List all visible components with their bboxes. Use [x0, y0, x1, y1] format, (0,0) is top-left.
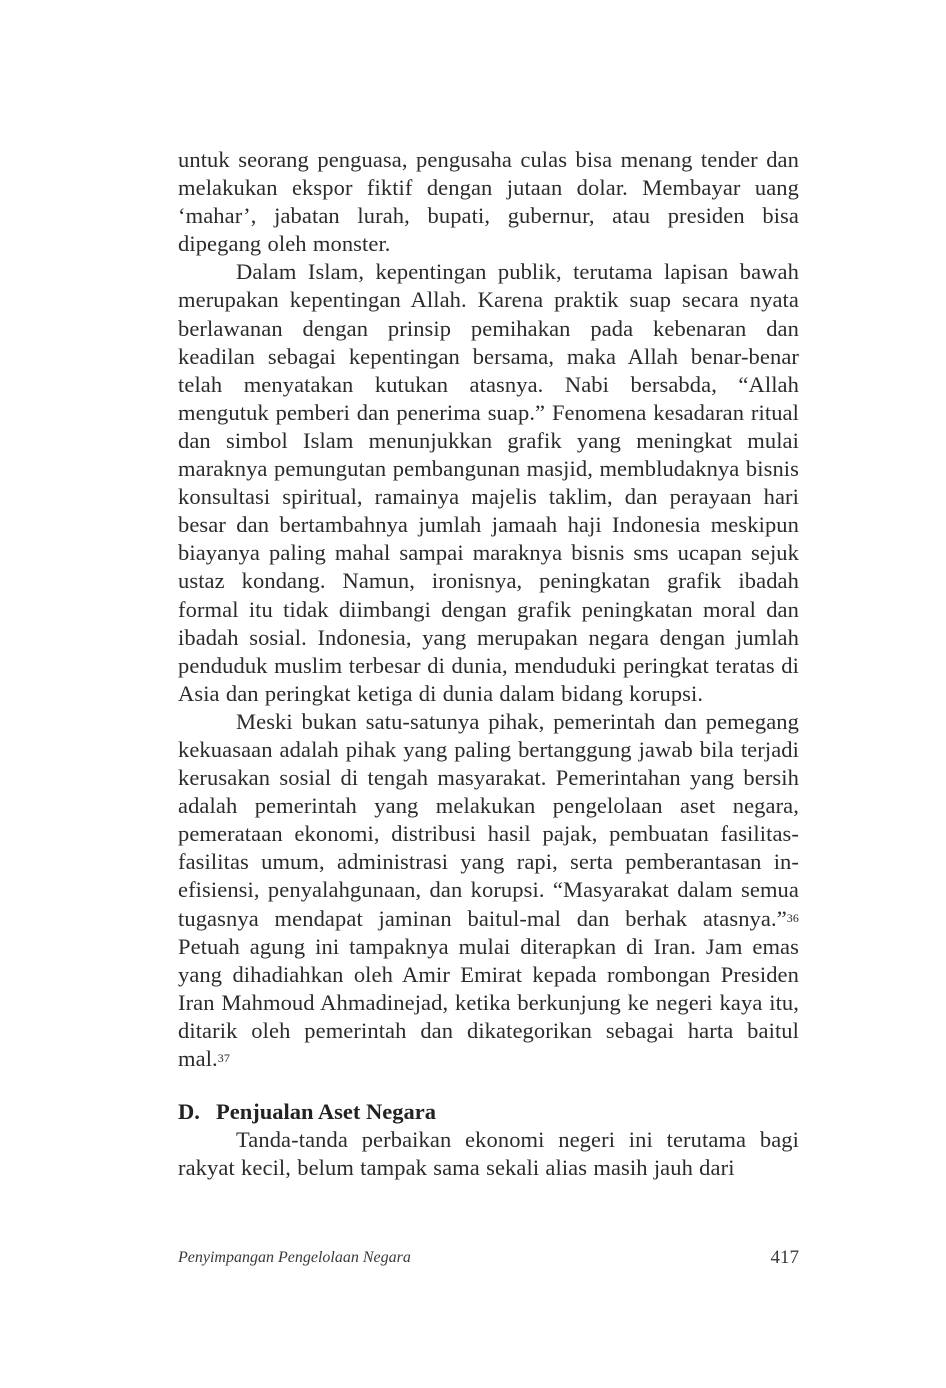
footnote-ref-36: 36 [786, 910, 799, 925]
page-number: 417 [770, 1247, 799, 1268]
section-number: D. [178, 1099, 200, 1125]
paragraph-islam-public-interest: Dalam Islam, kepentingan publik, terutama lapisan bawah merupakan kepentingan Allah. Karena praktik suap secara nyata berlawanan dengan prinsip pemihakan pada kebenaran dan keadilan sebagai kepentingan bersama, maka Allah benar-benar telah menyatakan kutukan atasnya. Nabi bersabda, “Allah mengutuk pemberi dan penerima suap.” Fenomena kesadaran ritual dan simbol Islam menunjukkan grafik yang meningkat mulai maraknya pemungutan pembangunan masjid, membludaknya bisnis konsultasi spiritual, ramainya majelis taklim, dan perayaan hari besar dan bertambahnya jumlah jamaah haji Indonesia meskipun biayanya paling mahal sampai maraknya bisnis sms ucapan sejuk ustaz kondang. Namun, ironisnya, peningkatan grafik ibadah formal itu tidak diimbangi dengan grafik peningkatan moral dan ibadah sosial. Indonesia, yang merupakan negara dengan jumlah penduduk muslim terbesar di dunia, menduduki peringkat teratas di Asia dan peringkat ketiga di dunia dalam bidang korupsi. [178, 259, 799, 706]
page-body [178, 146, 799, 1182]
paragraph-text-part-1: Meski bukan satu-satunya pihak, pemerintah dan pemegang kekuasaan adalah pihak yang paling bertanggung jawab bila terjadi kerusakan sosial di tengah masyarakat. Pemerintahan yang bersih adalah pemerintah yang melakukan pengelolaan aset negara, pemerataan ekonomi, distribusi hasil pajak, pembuatan fasilitas-fasilitas umum, administrasi yang rapi, serta pemberantasan in-efisiensi, penyalahgunaan, dan korupsi. “Masyarakat dalam semua tugasnya mendapat jaminan baitul-mal dan berhak atasnya.” [178, 708, 799, 931]
section-title: Penjualan Aset Negara [216, 1099, 436, 1125]
paragraph-economy: Tanda-tanda perbaikan ekonomi negeri ini terutama bagi rakyat kecil, belum tampak sama sekali alias masih jauh dari [178, 1127, 799, 1181]
footnote-ref-37: 37 [217, 1051, 230, 1065]
running-title: Penyimpangan Pengelolaan Negara [178, 1249, 411, 1266]
paragraph-text-part-2: Petuah agung ini tampaknya mulai diterapkan di Iran. Jam emas yang dihadiahkan oleh Amir Emirat kepada rombongan Presiden Iran Mahmoud Ahmadinejad, ketika berkunjung ke negeri kaya itu, ditarik oleh pemerintah dan dikategorikan sebagai harta baitul mal. [178, 933, 799, 1071]
paragraph-clean-government [178, 708, 799, 1073]
paragraph-continuation: untuk seorang penguasa, pengusaha culas bisa menang tender dan melakukan ekspor fiktif dengan jutaan dolar. Membayar uang ‘mahar’, jabatan lurah, bupati, gubernur, atau presiden bisa dipegang oleh monster. [178, 147, 799, 257]
page-footer [178, 1247, 799, 1271]
section-heading [178, 1097, 799, 1126]
